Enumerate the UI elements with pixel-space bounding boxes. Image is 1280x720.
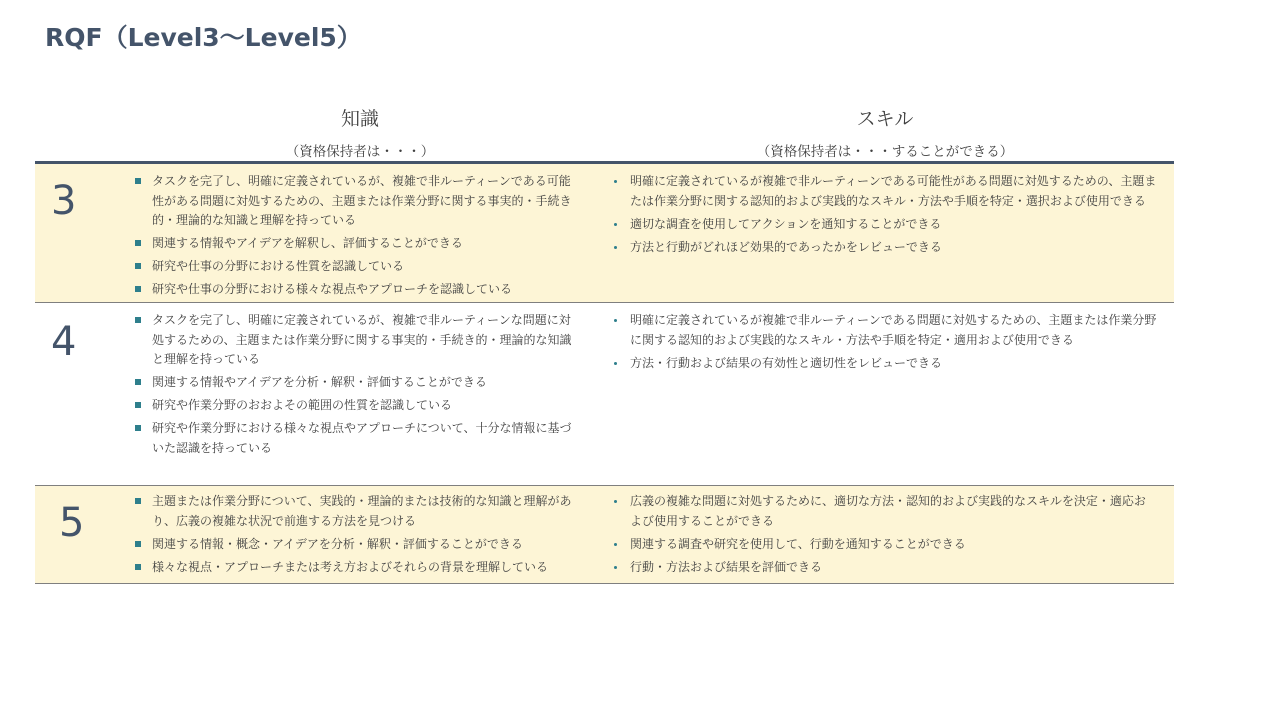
skill-list	[612, 311, 1157, 377]
list-item: 主題または作業分野について、実践的・理論的または技術的な知識と理解があり、広義の複雑な状況で前進する方法を見つける	[135, 492, 585, 531]
knowledge-subheading: （資格保持者は・・・）	[285, 144, 435, 160]
list-item: 研究や作業分野のおおよその範囲の性質を認識している	[135, 396, 580, 416]
list-item: 様々な視点・アプローチまたは考え方およびそれらの背景を理解している	[135, 558, 585, 578]
knowledge-heading: 知識	[340, 108, 379, 130]
list-item: タスクを完了し、明確に定義されているが、複雑で非ルーティーンな問題に対処するための、主題または作業分野に関する事実的・手続き的・理論的な知識と理解を持っている	[135, 311, 580, 370]
knowledge-column-header	[160, 104, 560, 160]
skill-column-header	[685, 104, 1085, 160]
knowledge-list	[135, 311, 580, 462]
skill-list	[612, 172, 1157, 261]
list-item: 研究や作業分野における様々な視点やアプローチについて、十分な情報に基づいた認識を持っている	[135, 419, 580, 458]
level-row-3	[35, 164, 1174, 303]
list-item: 広義の複雑な問題に対処するために、適切な方法・認知的および実践的なスキルを決定・適応および使用することができる	[612, 492, 1157, 531]
list-item: 方法・行動および結果の有効性と適切性をレビューできる	[612, 354, 1157, 374]
page-title: RQF（Level3～Level5）	[45, 23, 362, 52]
list-item: 研究や仕事の分野における様々な視点やアプローチを認識している	[135, 280, 580, 300]
list-item: 関連する情報やアイデアを分析・解釈・評価することができる	[135, 373, 580, 393]
list-item: 明確に定義されているが複雑で非ルーティーンである可能性がある問題に対処するための、主題または作業分野に関する認知的および実践的なスキル・方法や手順を特定・選択および使用できる	[612, 172, 1157, 211]
list-item: 明確に定義されているが複雑で非ルーティーンである問題に対処するための、主題または作業分野に関する認知的および実践的なスキル・方法や手順を特定・適用および使用できる	[612, 311, 1157, 350]
skill-list	[612, 492, 1157, 581]
list-item: タスクを完了し、明確に定義されているが、複雑で非ルーティーンである可能性がある問題に対処するための、主題または作業分野に関する事実的・手続き的・理論的な知識と理解を持っている	[135, 172, 580, 231]
list-item: 方法と行動がどれほど効果的であったかをレビューできる	[612, 238, 1157, 258]
list-item: 研究や仕事の分野における性質を認識している	[135, 257, 580, 277]
level-number: 3	[51, 178, 77, 224]
level-number: 4	[51, 319, 77, 365]
list-item: 関連する調査や研究を使用して、行動を通知することができる	[612, 535, 1157, 555]
list-item: 関連する情報・概念・アイデアを分析・解釈・評価することができる	[135, 535, 585, 555]
list-item: 行動・方法および結果を評価できる	[612, 558, 1157, 578]
knowledge-list	[135, 492, 585, 581]
level-row-4	[35, 303, 1174, 486]
skill-heading: スキル	[856, 108, 914, 130]
level-number: 5	[59, 500, 85, 546]
list-item: 適切な調査を使用してアクションを通知することができる	[612, 215, 1157, 235]
skill-subheading: （資格保持者は・・・することができる）	[756, 144, 1014, 160]
list-item: 関連する情報やアイデアを解釈し、評価することができる	[135, 234, 580, 254]
knowledge-list	[135, 172, 580, 303]
level-row-5	[35, 486, 1174, 584]
